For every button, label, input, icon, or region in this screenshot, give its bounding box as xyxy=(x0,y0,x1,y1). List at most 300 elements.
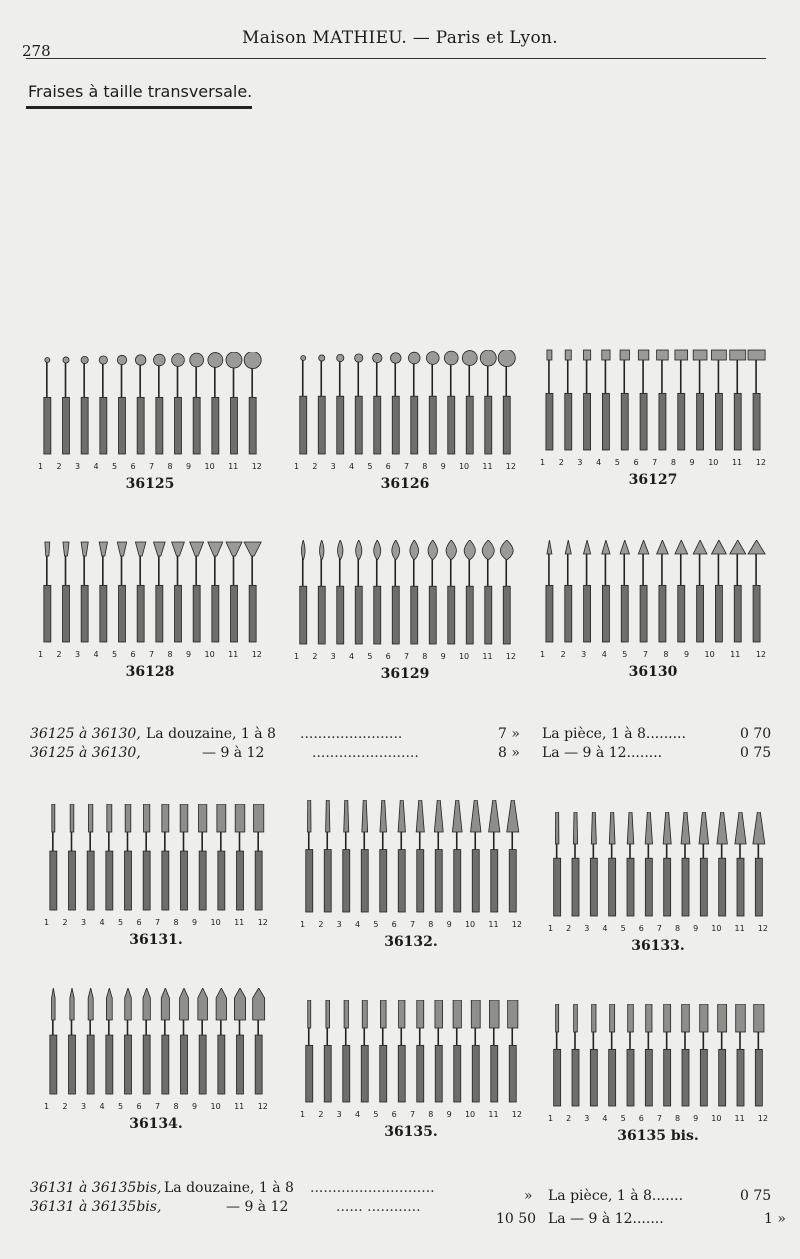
size-number: 8 xyxy=(173,918,179,927)
size-number: 7 xyxy=(403,652,410,661)
catalog-panel xyxy=(300,800,522,960)
size-number: 12 xyxy=(251,462,262,471)
price-label: La douzaine, 1 à 8 xyxy=(146,726,276,742)
size-number: 4 xyxy=(354,1110,361,1119)
size-number: 7 xyxy=(652,458,658,467)
price-piece-label: La pièce, 1 à 8....... xyxy=(548,1188,684,1204)
burr-fissure xyxy=(682,1004,690,1106)
catalog-number: 36128 xyxy=(125,664,175,680)
burr-flame xyxy=(464,540,475,644)
catalog-number: 36135. xyxy=(384,1124,438,1140)
size-number: 11 xyxy=(731,458,743,467)
burr-cone xyxy=(620,540,629,642)
size-number: 10 xyxy=(204,650,215,659)
burr-round xyxy=(63,357,70,454)
size-number: 4 xyxy=(596,458,602,467)
burr-round xyxy=(172,354,185,454)
burr-taper xyxy=(645,812,652,916)
size-number: 3 xyxy=(336,920,342,929)
burr-fissure xyxy=(254,804,264,910)
burr-set-illustration xyxy=(44,804,268,916)
burr-set-illustration xyxy=(294,540,516,650)
burr-set-illustration xyxy=(38,352,262,460)
size-number: 5 xyxy=(112,462,118,471)
catalog-panel xyxy=(540,348,766,508)
size-number: 8 xyxy=(422,462,428,471)
burr-cone xyxy=(730,540,746,642)
burr-cone xyxy=(693,540,707,642)
header-rule xyxy=(26,58,766,59)
size-number: 11 xyxy=(234,1102,245,1111)
burr-taper xyxy=(753,812,765,916)
size-numbers xyxy=(38,650,262,659)
size-number: 8 xyxy=(674,924,681,933)
burr-set-illustration xyxy=(540,348,766,456)
burr-invcone xyxy=(244,542,261,642)
burr-pointed xyxy=(216,988,226,1094)
price-piece-label: La — 9 à 12....... xyxy=(548,1211,664,1227)
burr-flame xyxy=(300,540,307,644)
size-number: 11 xyxy=(228,462,239,471)
section-title: Fraises à taille transversale. xyxy=(28,82,253,101)
size-numbers xyxy=(540,650,766,659)
burr-fissure xyxy=(700,1004,708,1106)
burr-round xyxy=(154,354,166,454)
burr-cone xyxy=(565,540,572,642)
burr-set-illustration xyxy=(300,1000,522,1108)
size-number: 6 xyxy=(130,462,136,471)
burr-cylinder xyxy=(565,350,572,450)
size-number: 12 xyxy=(755,650,766,659)
size-number: 9 xyxy=(693,1114,699,1123)
size-number: 12 xyxy=(757,924,768,933)
burr-taper xyxy=(717,812,727,916)
size-number: 8 xyxy=(674,1114,681,1123)
burr-round xyxy=(373,353,382,454)
burr-fissure xyxy=(736,1004,746,1106)
burr-cylinder xyxy=(602,350,610,450)
burr-pointed xyxy=(143,988,150,1094)
burr-taper xyxy=(489,800,500,912)
size-number: 3 xyxy=(81,918,87,927)
burr-round xyxy=(498,350,515,454)
size-number: 1 xyxy=(44,918,50,927)
burr-fissure xyxy=(143,804,150,910)
size-number: 5 xyxy=(620,924,626,933)
price-leader: ........................ xyxy=(312,745,419,761)
burr-pointed xyxy=(234,988,245,1094)
size-number: 11 xyxy=(488,920,499,929)
burr-taper xyxy=(609,812,616,916)
burr-invcone xyxy=(226,542,242,642)
burr-round xyxy=(337,354,344,454)
burr-cylinder xyxy=(748,350,765,450)
size-number: 1 xyxy=(294,652,300,661)
size-number: 2 xyxy=(318,920,324,929)
size-number: 6 xyxy=(130,650,136,659)
size-number: 5 xyxy=(373,1110,379,1119)
price-leader: ............................ xyxy=(310,1180,435,1196)
burr-fissure xyxy=(125,804,132,910)
size-numbers xyxy=(44,1102,268,1111)
price-range: 36125 à 36130, xyxy=(30,745,141,761)
catalog-panel xyxy=(294,350,516,510)
size-number: 8 xyxy=(167,462,173,471)
burr-cylinder xyxy=(675,350,688,450)
size-number: 1 xyxy=(44,1102,50,1111)
size-number: 12 xyxy=(757,1114,768,1123)
size-number: 11 xyxy=(730,650,741,659)
burr-round xyxy=(208,353,223,454)
burr-round xyxy=(135,355,146,454)
price-dozen: 7 » xyxy=(498,726,520,742)
burr-invcone xyxy=(81,542,88,642)
burr-round xyxy=(226,352,242,454)
size-number: 12 xyxy=(257,1102,268,1111)
size-number: 8 xyxy=(428,1110,434,1119)
size-number: 1 xyxy=(300,920,306,929)
burr-fissure xyxy=(306,1000,313,1102)
size-number: 2 xyxy=(558,458,564,467)
burr-round xyxy=(117,355,126,454)
burr-fissure xyxy=(398,1000,405,1102)
size-number: 2 xyxy=(312,652,318,661)
burr-fissure xyxy=(235,804,245,910)
catalog-number: 36135 bis. xyxy=(617,1128,699,1144)
burr-taper xyxy=(590,812,597,916)
burr-fissure xyxy=(180,804,188,910)
burr-cone xyxy=(675,540,688,642)
size-number: 4 xyxy=(602,924,608,933)
catalog-number: 36133. xyxy=(631,938,685,954)
burr-cone xyxy=(638,540,649,642)
catalog-panel xyxy=(44,804,268,964)
size-number: 10 xyxy=(704,650,715,659)
catalog-panel xyxy=(38,352,262,512)
size-numbers xyxy=(300,1110,522,1119)
size-numbers xyxy=(38,462,262,471)
catalog-number: 36126 xyxy=(380,476,430,492)
size-number: 4 xyxy=(348,652,355,661)
burr-pointed xyxy=(106,988,113,1094)
size-number: 7 xyxy=(155,918,161,927)
burr-round xyxy=(444,351,458,454)
size-number: 9 xyxy=(689,458,695,467)
size-number: 10 xyxy=(210,918,221,927)
size-number: 4 xyxy=(93,650,99,659)
size-number: 7 xyxy=(149,462,155,471)
size-number: 2 xyxy=(566,1114,572,1123)
size-number: 10 xyxy=(711,924,722,933)
size-number: 11 xyxy=(228,650,239,659)
size-number: 7 xyxy=(656,924,662,933)
size-number: 9 xyxy=(683,650,690,659)
burr-taper xyxy=(452,800,462,912)
burr-invcone xyxy=(63,542,70,642)
burr-round xyxy=(81,356,88,454)
burr-round xyxy=(391,353,402,454)
burr-taper xyxy=(554,812,561,916)
size-number: 9 xyxy=(446,1110,452,1119)
burr-cone xyxy=(602,540,610,642)
size-number: 7 xyxy=(403,462,410,471)
burr-round xyxy=(99,356,107,454)
burr-pointed xyxy=(253,988,265,1094)
burr-flame xyxy=(428,540,438,644)
burr-taper xyxy=(471,800,481,912)
size-number: 10 xyxy=(458,462,470,471)
burr-round xyxy=(244,352,261,454)
size-number: 2 xyxy=(318,1110,324,1119)
size-number: 9 xyxy=(192,918,198,927)
size-number: 12 xyxy=(755,458,766,467)
size-number: 2 xyxy=(56,462,62,471)
burr-cylinder xyxy=(657,350,669,450)
size-number: 8 xyxy=(663,650,669,659)
size-number: 3 xyxy=(330,652,336,661)
burr-set-illustration xyxy=(548,812,768,922)
size-number: 5 xyxy=(112,650,118,659)
size-number: 7 xyxy=(642,650,648,659)
burr-fissure xyxy=(50,804,57,910)
burr-taper xyxy=(324,800,331,912)
burr-fissure xyxy=(754,1004,764,1106)
size-number: 12 xyxy=(511,1110,522,1119)
size-number: 10 xyxy=(711,1114,722,1123)
burr-fissure xyxy=(572,1004,579,1106)
burr-fissure xyxy=(489,1000,499,1102)
size-number: 11 xyxy=(234,918,245,927)
size-number: 5 xyxy=(367,652,373,661)
price-label: La douzaine, 1 à 8 xyxy=(164,1180,294,1196)
burr-pointed xyxy=(180,988,189,1094)
burr-taper xyxy=(398,800,405,912)
size-number: 12 xyxy=(511,920,522,929)
burr-pointed xyxy=(125,988,132,1094)
catalog-panel xyxy=(294,540,516,700)
size-number: 9 xyxy=(186,462,192,471)
size-number: 11 xyxy=(482,652,493,661)
price-dozen: 8 » xyxy=(498,745,520,761)
size-number: 5 xyxy=(367,462,373,471)
burr-fissure xyxy=(435,1000,443,1102)
burr-fissure xyxy=(343,1000,350,1102)
burr-flame xyxy=(446,540,456,644)
size-number: 4 xyxy=(354,920,361,929)
burr-taper xyxy=(735,812,746,916)
size-numbers xyxy=(540,458,766,467)
burr-invcone xyxy=(44,542,51,642)
burr-fissure xyxy=(380,1000,387,1102)
size-number: 2 xyxy=(56,650,62,659)
size-number: 10 xyxy=(708,458,719,467)
burr-taper xyxy=(361,800,368,912)
burr-taper xyxy=(627,812,634,916)
burr-fissure xyxy=(162,804,169,910)
size-numbers xyxy=(44,918,268,927)
burr-pointed xyxy=(198,988,208,1094)
catalog-number: 36125 xyxy=(125,476,175,492)
size-number: 12 xyxy=(251,650,262,659)
size-number: 7 xyxy=(656,1114,662,1123)
burr-cylinder xyxy=(583,350,590,450)
burr-fissure xyxy=(508,1000,518,1102)
size-number: 4 xyxy=(99,918,105,927)
burr-fissure xyxy=(324,1000,331,1102)
burr-set-illustration xyxy=(44,988,268,1100)
size-number: 3 xyxy=(584,924,590,933)
burr-cylinder xyxy=(693,350,707,450)
size-number: 12 xyxy=(257,918,268,927)
burr-invcone xyxy=(154,542,166,642)
burr-flame xyxy=(337,540,344,644)
burr-cylinder xyxy=(711,350,726,450)
catalog-panel xyxy=(38,540,262,700)
size-number: 10 xyxy=(210,1102,221,1111)
burr-fissure xyxy=(217,804,226,910)
burr-set-illustration xyxy=(540,540,766,648)
catalog-number: 36134. xyxy=(129,1116,183,1132)
burr-taper xyxy=(434,800,443,912)
size-number: 7 xyxy=(409,1110,416,1119)
burr-invcone xyxy=(208,542,223,642)
burr-taper xyxy=(572,812,579,916)
size-number: 5 xyxy=(614,458,620,467)
size-number: 6 xyxy=(638,1114,644,1123)
price-label: — 9 à 12 xyxy=(202,745,265,761)
size-numbers xyxy=(294,652,516,661)
size-number: 8 xyxy=(173,1102,179,1111)
price-piece-label: La — 9 à 12........ xyxy=(542,745,663,761)
size-number: 4 xyxy=(93,462,99,471)
catalog-panel xyxy=(540,540,766,700)
size-number: 3 xyxy=(581,650,587,659)
size-number: 12 xyxy=(505,462,516,471)
size-number: 1 xyxy=(294,462,300,471)
size-number: 5 xyxy=(118,1102,124,1111)
burr-fissure xyxy=(645,1004,652,1106)
burr-taper xyxy=(306,800,313,912)
burr-round xyxy=(190,353,204,454)
size-number: 3 xyxy=(336,1110,342,1119)
size-number: 5 xyxy=(118,918,124,927)
burr-round xyxy=(300,356,307,455)
burr-taper xyxy=(507,800,519,912)
size-number: 1 xyxy=(548,924,554,933)
size-number: 12 xyxy=(505,652,516,661)
size-number: 6 xyxy=(391,920,397,929)
burr-invcone xyxy=(135,542,146,642)
price-range: 36131 à 36135bis, xyxy=(30,1180,162,1196)
size-number: 6 xyxy=(638,924,644,933)
burr-round xyxy=(462,351,477,454)
price-dozen: 10 50 xyxy=(496,1211,537,1227)
size-number: 3 xyxy=(81,1102,87,1111)
price-range: 36131 à 36135bis, xyxy=(30,1199,162,1215)
burr-flame xyxy=(410,540,419,644)
size-number: 6 xyxy=(136,918,142,927)
burr-pointed xyxy=(69,988,76,1094)
size-number: 8 xyxy=(422,652,428,661)
price-piece: 0 75 xyxy=(740,745,772,761)
burr-fissure xyxy=(471,1000,480,1102)
price-label: — 9 à 12 xyxy=(226,1199,289,1215)
size-number: 1 xyxy=(540,650,546,659)
price-piece: 0 75 xyxy=(740,1188,772,1204)
price-piece: 1 » xyxy=(764,1211,786,1227)
size-number: 10 xyxy=(458,652,470,661)
size-number: 7 xyxy=(409,920,416,929)
burr-fissure xyxy=(453,1000,461,1102)
catalog-number: 36131. xyxy=(129,932,183,948)
burr-fissure xyxy=(199,804,207,910)
size-number: 9 xyxy=(440,652,446,661)
size-number: 7 xyxy=(149,650,155,659)
size-number: 10 xyxy=(204,462,215,471)
catalog-number: 36129 xyxy=(380,666,430,682)
burr-taper xyxy=(380,800,387,912)
burr-cone xyxy=(711,540,726,642)
burr-invcone xyxy=(172,542,185,642)
size-number: 8 xyxy=(167,650,173,659)
size-number: 11 xyxy=(488,1110,499,1119)
size-number: 10 xyxy=(464,920,476,929)
catalog-number: 36132. xyxy=(384,934,438,950)
size-numbers xyxy=(548,1114,768,1123)
catalog-panel xyxy=(44,988,268,1148)
burr-taper xyxy=(416,800,424,912)
burr-set-illustration xyxy=(300,800,522,918)
size-number: 2 xyxy=(560,650,566,659)
catalog-panel xyxy=(300,1000,522,1160)
burr-invcone xyxy=(190,542,204,642)
price-piece: 0 70 xyxy=(740,726,772,742)
size-number: 1 xyxy=(38,462,44,471)
burr-taper xyxy=(663,812,671,916)
price-dozen: » xyxy=(524,1188,533,1204)
size-number: 2 xyxy=(566,924,572,933)
burr-fissure xyxy=(664,1004,671,1106)
burr-cylinder xyxy=(546,350,553,450)
burr-flame xyxy=(355,540,362,644)
burr-invcone xyxy=(117,542,126,642)
burr-pointed xyxy=(50,988,57,1094)
burr-cone xyxy=(657,540,669,642)
size-number: 9 xyxy=(446,920,452,929)
burr-round xyxy=(480,350,496,454)
burr-round xyxy=(44,358,51,455)
burr-set-illustration xyxy=(38,540,262,648)
size-number: 4 xyxy=(348,462,355,471)
catalog-panel xyxy=(548,812,768,972)
size-number: 10 xyxy=(464,1110,476,1119)
size-number: 3 xyxy=(75,462,81,471)
size-number: 9 xyxy=(192,1102,198,1111)
size-number: 3 xyxy=(75,650,81,659)
size-number: 8 xyxy=(428,920,434,929)
size-number: 6 xyxy=(136,1102,142,1111)
size-number: 4 xyxy=(602,1114,608,1123)
burr-fissure xyxy=(590,1004,597,1106)
size-number: 6 xyxy=(391,1110,397,1119)
burr-round xyxy=(408,352,420,454)
burr-cylinder xyxy=(638,350,649,450)
size-number: 7 xyxy=(155,1102,161,1111)
burr-cone xyxy=(583,540,590,642)
section-title-underline xyxy=(26,106,252,109)
size-number: 11 xyxy=(734,924,745,933)
size-number: 2 xyxy=(62,918,68,927)
